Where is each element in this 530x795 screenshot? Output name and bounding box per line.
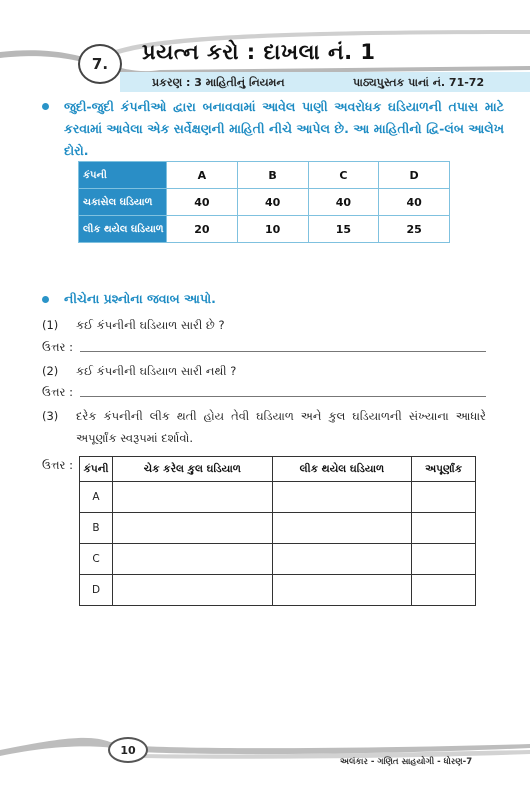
fraction-input-cell[interactable] [412, 513, 476, 544]
question-text: કઈ કંપનીની ઘડિયાળ સારી છે ? [76, 318, 225, 332]
question-number: (1) [42, 318, 59, 332]
intro-text: જુદી-જુદી કંપનીઓ દ્વારા બનાવવામાં આવેલ પાણી અવરોધક ઘડિયાળની તપાસ માટે કરવામાં આવેલા એક સર્વેક્ષણની માહિતી નીચે આપેલ છે. આ માહિતીનો દ્વિ-લંબ આલેખ દોરો. [64, 99, 504, 158]
checked-input-cell[interactable] [113, 575, 273, 606]
checked-input-cell[interactable] [113, 482, 273, 513]
page-number: 10 [108, 737, 148, 763]
company-cell: B [237, 162, 308, 189]
table-row [79, 216, 450, 243]
footer-text: અલંકાર - ગણિત સાહયોગી - ધોરણ-7 [340, 757, 473, 767]
question-number: (2) [42, 364, 59, 378]
table-row [80, 513, 476, 544]
leaked-input-cell[interactable] [272, 482, 412, 513]
table-row [79, 162, 450, 189]
answer-line [80, 396, 486, 397]
col-header-checked: ચેક કરેલ કુલ ઘડિયાળ [113, 457, 273, 482]
company-cell: C [308, 162, 379, 189]
fraction-input-cell[interactable] [412, 482, 476, 513]
row-header-company: કંપની [79, 162, 167, 189]
checked-input-cell[interactable] [113, 513, 273, 544]
table-header-row [80, 457, 476, 482]
company-label: B [80, 513, 113, 544]
exercise-number-badge: 7. [78, 44, 122, 84]
table-row [79, 189, 450, 216]
checked-cell: 40 [308, 189, 379, 216]
leaked-input-cell[interactable] [272, 575, 412, 606]
col-header-leaked: લીક થયેલ ઘડિયાળ [272, 457, 412, 482]
textbook-pages-label: પાઠ્યપુસ્તક પાનાં નં. 71-72 [353, 76, 485, 89]
bullet-icon [42, 296, 49, 303]
page-title: પ્રયત્ન કરો : દાખલા નં. 1 [142, 40, 376, 64]
question-number: (3) [42, 409, 59, 423]
col-header-company: કંપની [80, 457, 113, 482]
table-row [80, 544, 476, 575]
fraction-input-cell[interactable] [412, 575, 476, 606]
survey-data-table [78, 161, 450, 243]
answer-line [80, 351, 486, 352]
checked-input-cell[interactable] [113, 544, 273, 575]
leaked-cell: 25 [379, 216, 450, 243]
company-label: C [80, 544, 113, 575]
checked-cell: 40 [379, 189, 450, 216]
section-heading: નીચેના પ્રશ્નોના જવાબ આપો. [64, 291, 216, 306]
leaked-cell: 10 [237, 216, 308, 243]
table-row [80, 575, 476, 606]
checked-cell: 40 [167, 189, 238, 216]
company-label: A [80, 482, 113, 513]
question-text: કઈ કંપનીની ઘડિયાળ સારી નથી ? [76, 364, 237, 378]
leaked-input-cell[interactable] [272, 544, 412, 575]
answer-table [79, 456, 476, 606]
fraction-input-cell[interactable] [412, 544, 476, 575]
table-row [80, 482, 476, 513]
question-text: દરેક કંપનીની લીક થતી હોય તેવી ઘડિયાળ અને કુલ ઘડિયાળની સંખ્યાના આધારે [76, 409, 486, 423]
col-header-fraction: અપૂર્ણાંક [412, 457, 476, 482]
answer-label: ઉત્તર : [42, 340, 73, 354]
checked-cell: 40 [237, 189, 308, 216]
answer-label: ઉત્તર : [42, 458, 73, 472]
question-text-continued: અપૂર્ણાંક સ્વરૂપમાં દર્શાવો. [76, 431, 194, 445]
chapter-label: પ્રકરણ : 3 માહિતીનું નિયમન [152, 76, 285, 89]
row-header-checked: ચકાસેલ ઘડિયાળ [79, 189, 167, 216]
company-cell: A [167, 162, 238, 189]
row-header-leaked: લીક થયેલ ઘડિયાળ [79, 216, 167, 243]
leaked-input-cell[interactable] [272, 513, 412, 544]
company-label: D [80, 575, 113, 606]
bullet-icon [42, 103, 49, 110]
leaked-cell: 20 [167, 216, 238, 243]
company-cell: D [379, 162, 450, 189]
answer-label: ઉત્તર : [42, 385, 73, 399]
leaked-cell: 15 [308, 216, 379, 243]
